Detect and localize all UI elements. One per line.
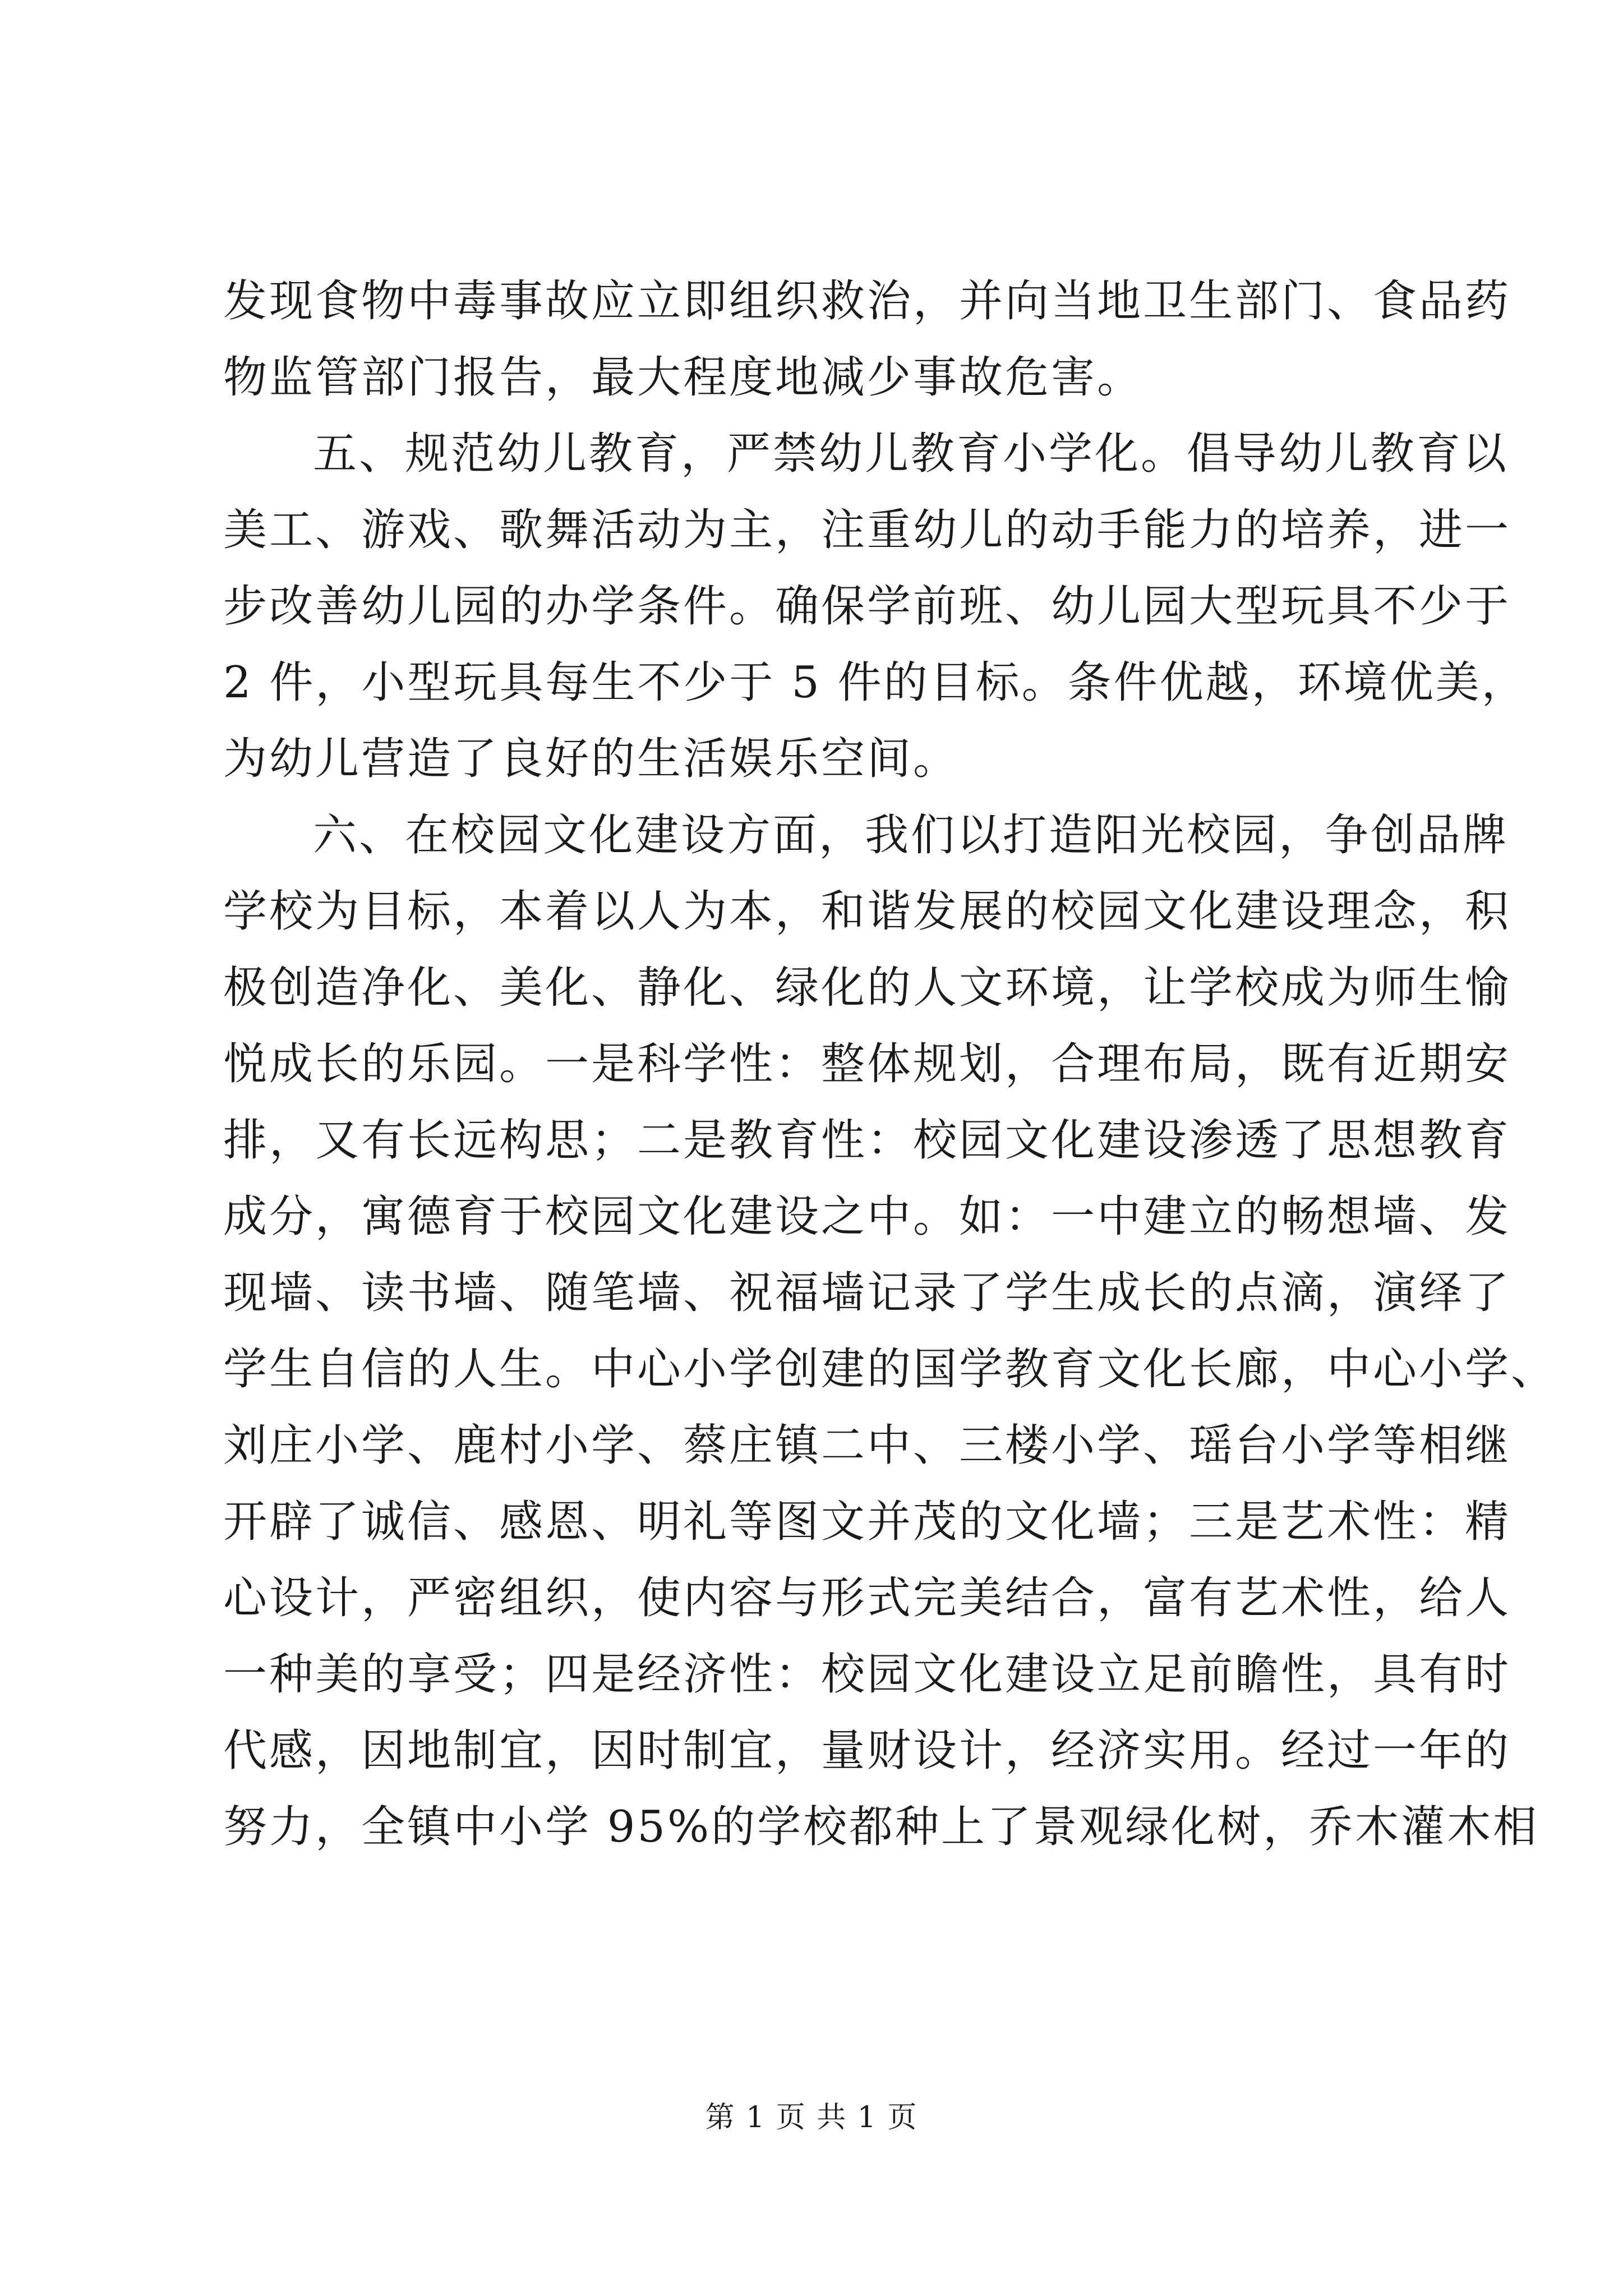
paragraph-first-line: 五、规范幼儿教育，严禁幼儿教育小学化。倡导幼儿教育以 [313, 429, 1509, 479]
text-line: 2 件，小型玩具每生不少于 5 件的目标。条件优越，环境优美， [223, 657, 1528, 708]
text-line: 成分，寓德育于校园文化建设之中。如：一中建立的畅想墙、发 [223, 1191, 1511, 1242]
text-line: 发现食物中毒事故应立即组织救治，并向当地卫生部门、食品药 [223, 276, 1511, 326]
paragraph-first-line: 六、在校园文化建设方面，我们以打造阳光校园，争创品牌 [313, 810, 1509, 861]
text-line: 美工、游戏、歌舞活动为主，注重幼儿的动手能力的培养，进一 [223, 505, 1511, 555]
body-text [223, 263, 1557, 1865]
text-line: 学校为目标，本着以人为本，和谐发展的校园文化建设理念，积 [223, 886, 1511, 937]
text-line: 一种美的享受；四是经济性：校园文化建设立足前瞻性，具有时 [223, 1649, 1511, 1700]
text-line: 心设计，严密组织，使内容与形式完美结合，富有艺术性，给人 [223, 1573, 1511, 1623]
text-line: 刘庄小学、鹿村小学、蔡庄镇二中、三楼小学、瑶台小学等相继 [223, 1420, 1511, 1471]
text-line: 努力，全镇中小学 95%的学校都种上了景观绿化树，乔木灌木相 [223, 1802, 1539, 1852]
text-line: 开辟了诚信、感恩、明礼等图文并茂的文化墙；三是艺术性：精 [223, 1497, 1511, 1547]
text-line: 物监管部门报告，最大程度地减少事故危害。 [223, 352, 1144, 403]
text-line: 极创造净化、美化、静化、绿化的人文环境，让学校成为师生愉 [223, 963, 1511, 1013]
text-line: 排，又有长远构思；二是教育性：校园文化建设渗透了思想教育 [223, 1115, 1511, 1166]
text-line: 现墙、读书墙、随笔墙、祝福墙记录了学生成长的点滴，演绎了 [223, 1268, 1511, 1318]
text-line: 为幼儿营造了良好的生活娱乐空间。 [223, 734, 960, 784]
text-line: 代感，因地制宜，因时制宜，量财设计，经济实用。经过一年的 [223, 1726, 1511, 1776]
page-footer: 第 1 页 共 1 页 [705, 2101, 918, 2134]
text-line: 步改善幼儿园的办学条件。确保学前班、幼儿园大型玩具不少于 [223, 581, 1511, 632]
text-line: 学生自信的人生。中心小学创建的国学教育文化长廊，中心小学、 [223, 1344, 1557, 1395]
text-line: 悦成长的乐园。一是科学性：整体规划，合理布局，既有近期安 [223, 1039, 1511, 1089]
